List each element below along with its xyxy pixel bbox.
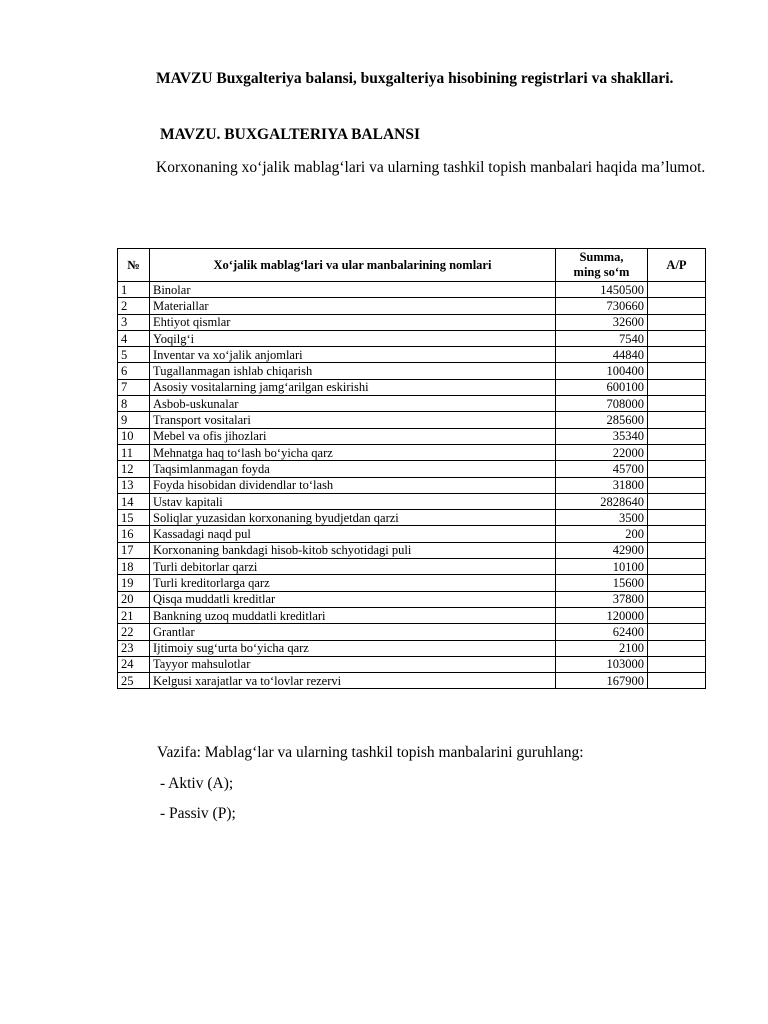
row-sum: 708000 <box>556 396 648 412</box>
row-item-name: Turli debitorlar qarzi <box>150 559 556 575</box>
row-sum: 600100 <box>556 379 648 395</box>
row-ap-cell[interactable] <box>648 330 706 346</box>
row-sum: 10100 <box>556 559 648 575</box>
row-ap-cell[interactable] <box>648 624 706 640</box>
row-number: 25 <box>118 673 150 689</box>
row-sum: 2100 <box>556 640 648 656</box>
row-sum: 285600 <box>556 412 648 428</box>
table-row <box>118 347 706 363</box>
table-row <box>118 542 706 558</box>
table-row <box>118 461 706 477</box>
table-header-row <box>118 249 706 282</box>
row-number: 11 <box>118 444 150 460</box>
row-sum: 37800 <box>556 591 648 607</box>
table-row <box>118 640 706 656</box>
row-sum: 45700 <box>556 461 648 477</box>
row-number: 16 <box>118 526 150 542</box>
row-sum: 35340 <box>556 428 648 444</box>
header-item-name: Xo‘jalik mablag‘lari va ular manbalarining nomlari <box>150 249 556 282</box>
row-number: 10 <box>118 428 150 444</box>
row-sum: 3500 <box>556 510 648 526</box>
row-number: 23 <box>118 640 150 656</box>
row-ap-cell[interactable] <box>648 607 706 623</box>
table-row <box>118 379 706 395</box>
row-sum: 100400 <box>556 363 648 379</box>
row-ap-cell[interactable] <box>648 396 706 412</box>
row-number: 12 <box>118 461 150 477</box>
header-sum-line2: ming so‘m <box>573 265 630 279</box>
row-item-name: Korxonaning bankdagi hisob-kitob schyotidagi puli <box>150 542 556 558</box>
task-instruction: Vazifa: Mablag‘lar va ularning tashkil topish manbalarini guruhlang: <box>157 744 584 761</box>
row-ap-cell[interactable] <box>648 673 706 689</box>
table-row <box>118 493 706 509</box>
row-sum: 42900 <box>556 542 648 558</box>
row-sum: 44840 <box>556 347 648 363</box>
header-sum <box>556 249 648 282</box>
row-number: 24 <box>118 656 150 672</box>
row-ap-cell[interactable] <box>648 314 706 330</box>
row-sum: 7540 <box>556 330 648 346</box>
row-item-name: Grantlar <box>150 624 556 640</box>
row-ap-cell[interactable] <box>648 347 706 363</box>
row-ap-cell[interactable] <box>648 379 706 395</box>
row-number: 2 <box>118 298 150 314</box>
table-row <box>118 526 706 542</box>
row-ap-cell[interactable] <box>648 477 706 493</box>
table-row <box>118 607 706 623</box>
row-sum: 120000 <box>556 607 648 623</box>
header-number: № <box>118 249 150 282</box>
row-item-name: Binolar <box>150 282 556 298</box>
row-number: 13 <box>118 477 150 493</box>
row-item-name: Turli kreditorlarga qarz <box>150 575 556 591</box>
row-item-name: Yoqilg‘i <box>150 330 556 346</box>
table-row <box>118 298 706 314</box>
row-number: 3 <box>118 314 150 330</box>
table-row <box>118 559 706 575</box>
intro-paragraph: Korxonaning xo‘jalik mablag‘lari va ularning tashkil topish manbalari haqida ma’lumot. <box>156 159 706 176</box>
table-row <box>118 510 706 526</box>
row-number: 1 <box>118 282 150 298</box>
row-number: 7 <box>118 379 150 395</box>
row-ap-cell[interactable] <box>648 412 706 428</box>
row-item-name: Inventar va xo‘jalik anjomlari <box>150 347 556 363</box>
row-number: 6 <box>118 363 150 379</box>
row-number: 9 <box>118 412 150 428</box>
header-sum-line1: Summa, <box>579 250 624 264</box>
row-ap-cell[interactable] <box>648 493 706 509</box>
row-ap-cell[interactable] <box>648 282 706 298</box>
row-number: 22 <box>118 624 150 640</box>
row-item-name: Bankning uzoq muddatli kreditlari <box>150 607 556 623</box>
row-ap-cell[interactable] <box>648 559 706 575</box>
option-passive: - Passiv (P); <box>160 805 236 822</box>
table-row <box>118 330 706 346</box>
row-item-name: Soliqlar yuzasidan korxonaning byudjetdan qarzi <box>150 510 556 526</box>
row-sum: 2828640 <box>556 493 648 509</box>
row-number: 4 <box>118 330 150 346</box>
row-item-name: Kelgusi xarajatlar va to‘lovlar rezervi <box>150 673 556 689</box>
option-active: - Aktiv (A); <box>160 775 234 792</box>
row-item-name: Transport vositalari <box>150 412 556 428</box>
row-ap-cell[interactable] <box>648 363 706 379</box>
row-ap-cell[interactable] <box>648 444 706 460</box>
row-item-name: Kassadagi naqd pul <box>150 526 556 542</box>
row-sum: 31800 <box>556 477 648 493</box>
row-item-name: Foyda hisobidan dividendlar to‘lash <box>150 477 556 493</box>
row-item-name: Asbob-uskunalar <box>150 396 556 412</box>
row-number: 18 <box>118 559 150 575</box>
row-item-name: Ijtimoiy sug‘urta bo‘yicha qarz <box>150 640 556 656</box>
row-item-name: Mebel va ofis jihozlari <box>150 428 556 444</box>
row-ap-cell[interactable] <box>648 656 706 672</box>
table-row <box>118 412 706 428</box>
row-ap-cell[interactable] <box>648 428 706 444</box>
row-number: 8 <box>118 396 150 412</box>
row-item-name: Qisqa muddatli kreditlar <box>150 591 556 607</box>
row-number: 5 <box>118 347 150 363</box>
row-item-name: Ehtiyot qismlar <box>150 314 556 330</box>
table-row <box>118 575 706 591</box>
row-item-name: Asosiy vositalarning jamg‘arilgan eskirishi <box>150 379 556 395</box>
table-row <box>118 428 706 444</box>
header-ap: A/P <box>648 249 706 282</box>
row-item-name: Mehnatga haq to‘lash bo‘yicha qarz <box>150 444 556 460</box>
topic-title: MAVZU. BUXGALTERIYA BALANSI <box>160 126 420 143</box>
row-ap-cell[interactable] <box>648 510 706 526</box>
row-item-name: Materiallar <box>150 298 556 314</box>
table-row <box>118 282 706 298</box>
row-sum: 62400 <box>556 624 648 640</box>
row-ap-cell[interactable] <box>648 575 706 591</box>
balance-items-table <box>117 248 706 689</box>
row-ap-cell[interactable] <box>648 542 706 558</box>
row-item-name: Taqsimlanmagan foyda <box>150 461 556 477</box>
row-item-name: Tayyor mahsulotlar <box>150 656 556 672</box>
row-sum: 730660 <box>556 298 648 314</box>
row-item-name: Tugallanmagan ishlab chiqarish <box>150 363 556 379</box>
row-ap-cell[interactable] <box>648 640 706 656</box>
row-sum: 200 <box>556 526 648 542</box>
table-row <box>118 363 706 379</box>
row-ap-cell[interactable] <box>648 591 706 607</box>
table-row <box>118 396 706 412</box>
table-row <box>118 314 706 330</box>
table-row <box>118 591 706 607</box>
row-sum: 167900 <box>556 673 648 689</box>
row-ap-cell[interactable] <box>648 526 706 542</box>
table-body <box>118 282 706 689</box>
row-number: 17 <box>118 542 150 558</box>
row-sum: 32600 <box>556 314 648 330</box>
row-sum: 1450500 <box>556 282 648 298</box>
row-number: 20 <box>118 591 150 607</box>
row-sum: 103000 <box>556 656 648 672</box>
row-ap-cell[interactable] <box>648 298 706 314</box>
row-ap-cell[interactable] <box>648 461 706 477</box>
table-row <box>118 624 706 640</box>
row-sum: 15600 <box>556 575 648 591</box>
row-number: 15 <box>118 510 150 526</box>
row-number: 21 <box>118 607 150 623</box>
table-row <box>118 477 706 493</box>
topic-line: MAVZU Buxgalteriya balansi, buxgalteriya hisobining registrlari va shakllari. <box>156 70 674 87</box>
table-row <box>118 673 706 689</box>
table-row <box>118 656 706 672</box>
table-row <box>118 444 706 460</box>
row-number: 19 <box>118 575 150 591</box>
row-item-name: Ustav kapitali <box>150 493 556 509</box>
row-sum: 22000 <box>556 444 648 460</box>
row-number: 14 <box>118 493 150 509</box>
